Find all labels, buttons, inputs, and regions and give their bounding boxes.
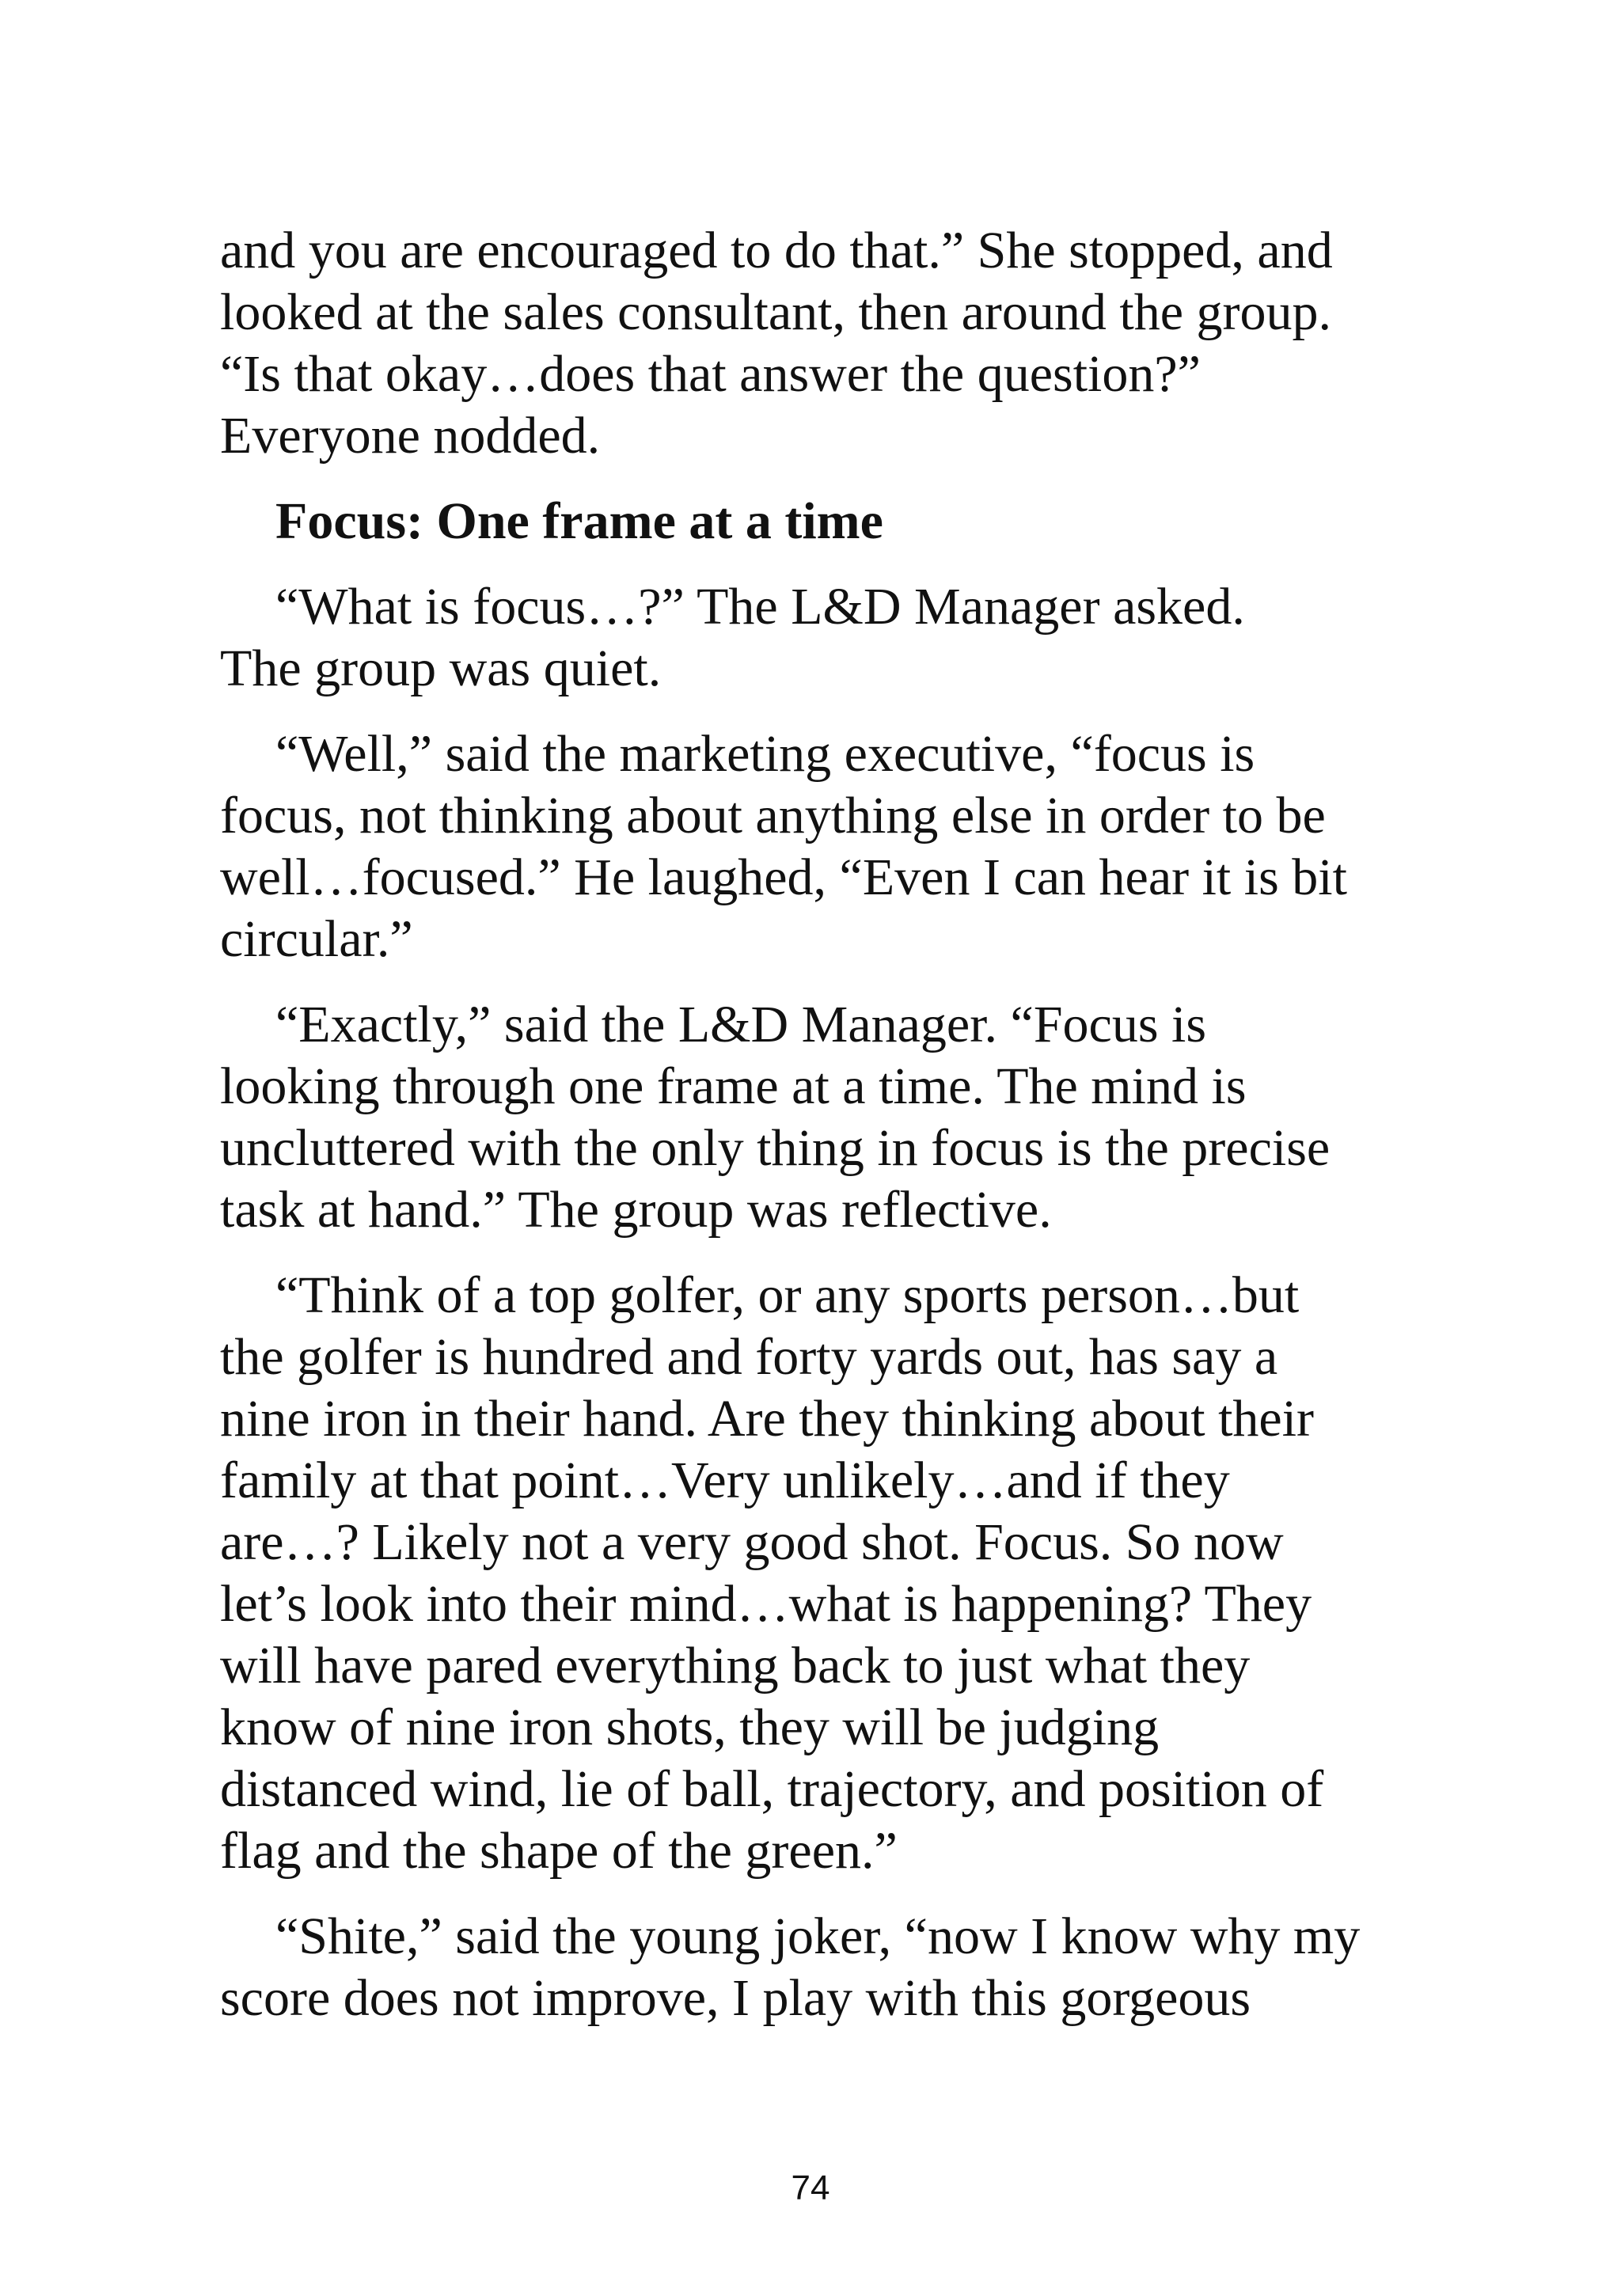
paragraph-line: well…focused.” He laughed, “Even I can hear it is bit [220, 848, 1347, 906]
paragraph-line: score does not improve, I play with this gorgeous [220, 1969, 1251, 2027]
paragraph-line: nine iron in their hand. Are they thinking about their [220, 1390, 1315, 1448]
paragraph [220, 994, 1423, 1241]
page-number: 74 [791, 2169, 830, 2207]
paragraph-line: uncluttered with the only thing in focus is the precise [220, 1119, 1331, 1177]
paragraph-line: “What is focus…?” The L&D Manager asked. [275, 578, 1245, 636]
paragraph-line: “Exactly,” said the L&D Manager. “Focus is [275, 996, 1207, 1053]
section-heading [220, 491, 1423, 552]
heading-line: Focus: One frame at a time [275, 492, 883, 550]
paragraph-line: The group was quiet. [220, 639, 662, 697]
paragraph-line: circular.” [220, 910, 413, 968]
paragraph-line: “Shite,” said the young joker, “now I know why my [275, 1907, 1361, 1965]
paragraph-line: focus, not thinking about anything else in order to be [220, 787, 1326, 844]
paragraph [220, 576, 1423, 700]
paragraph [220, 1265, 1423, 1882]
paragraph-line: “Think of a top golfer, or any sports person…but [275, 1266, 1300, 1324]
paragraph-line: flag and the shape of the green.” [220, 1822, 898, 1880]
paragraph-line: distanced wind, lie of ball, trajectory, and position of [220, 1760, 1324, 1818]
paragraph-line: will have pared everything back to just what they [220, 1637, 1251, 1694]
paragraph-line: “Is that okay…does that answer the question?” [220, 345, 1201, 403]
paragraph-line: the golfer is hundred and forty yards out, has say a [220, 1328, 1278, 1386]
paragraph-line: know of nine iron shots, they will be judging [220, 1698, 1160, 1756]
paragraph-line: task at hand.” The group was reflective. [220, 1181, 1052, 1239]
paragraph-line: “Well,” said the marketing executive, “focus is [275, 725, 1255, 783]
paragraph-line: are…? Likely not a very good shot. Focus. So now [220, 1513, 1284, 1571]
paragraph-line: let’s look into their mind…what is happening? They [220, 1575, 1312, 1633]
paragraph [220, 1906, 1423, 2029]
paragraph-line: family at that point…Very unlikely…and if they [220, 1452, 1230, 1509]
paragraph [220, 220, 1423, 467]
paragraph [220, 723, 1423, 970]
page-text-body [220, 220, 1423, 2029]
paragraph-line: Everyone nodded. [220, 407, 601, 465]
paragraph-line: looked at the sales consultant, then around the group. [220, 283, 1331, 341]
paragraph-line: looking through one frame at a time. The mind is [220, 1057, 1247, 1115]
paragraph-line: and you are encouraged to do that.” She stopped, and [220, 222, 1333, 279]
